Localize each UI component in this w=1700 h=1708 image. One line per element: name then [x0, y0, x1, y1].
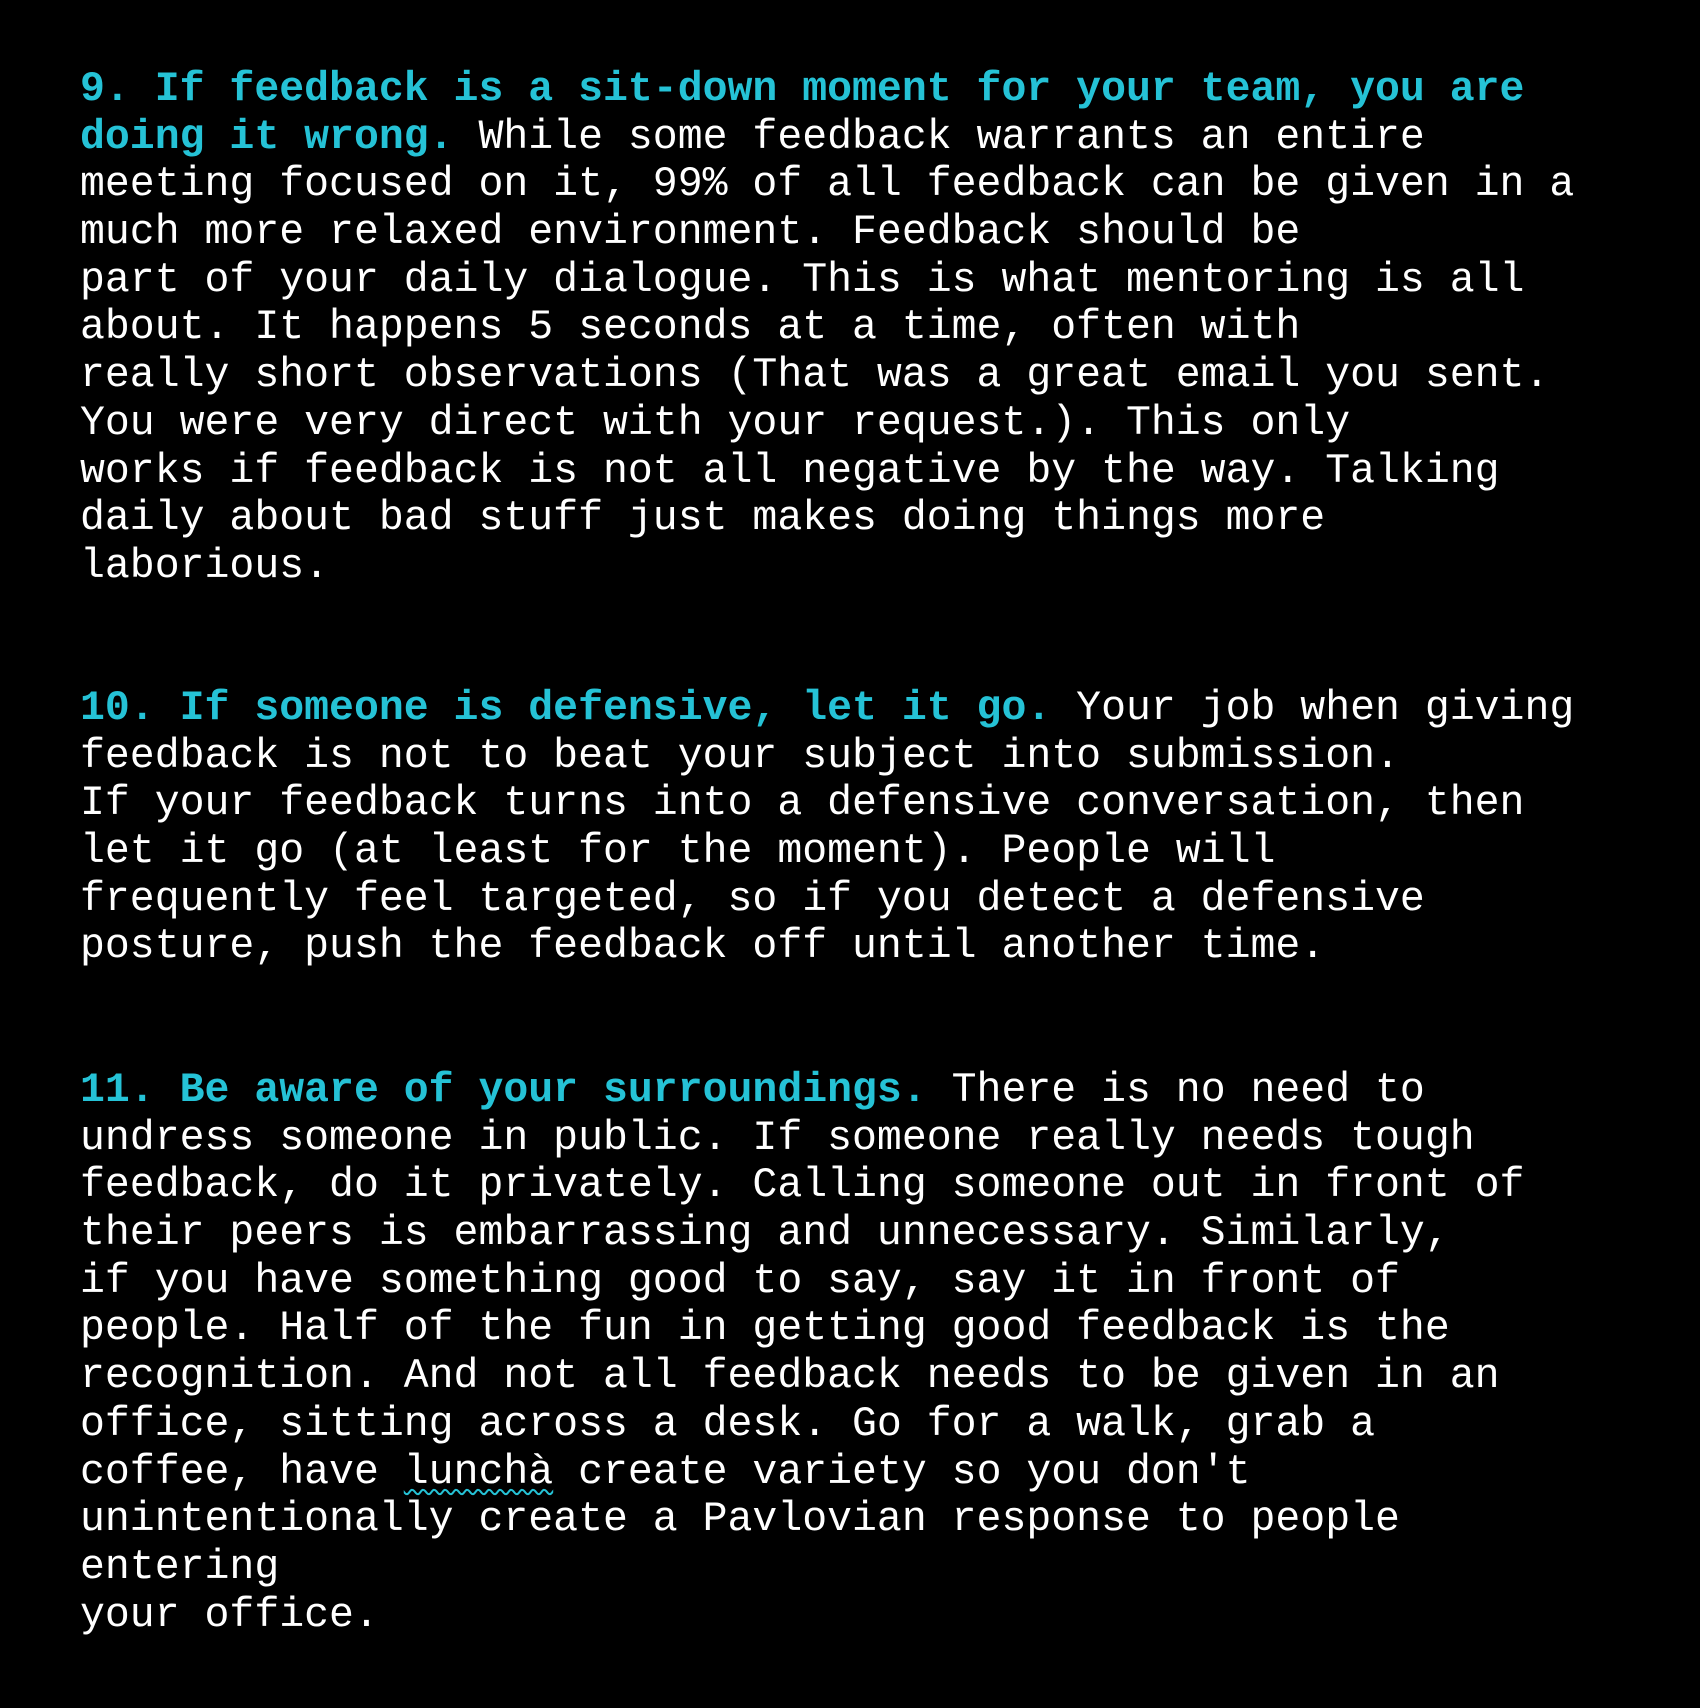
- text-line: laborious.: [80, 542, 330, 590]
- misspelled-word[interactable]: lunchà: [403, 1448, 554, 1496]
- text-line: [80, 114, 1640, 162]
- body-text: While some feedback warrants an entire: [453, 113, 1425, 161]
- section-heading: 9. If feedback is a sit-down moment for your team, you are: [80, 66, 1525, 113]
- text-line: undress someone in public. If someone really needs tough: [80, 1114, 1475, 1162]
- text-line: part of your daily dialogue. This is what mentoring is all: [80, 256, 1525, 304]
- body-text: There is no need to: [926, 1067, 1425, 1114]
- text-line: You were very direct with your request.). This only: [80, 399, 1351, 447]
- paragraph-11: [80, 1067, 1640, 1639]
- text-line: people. Half of the fun in getting good feedback is the: [80, 1305, 1450, 1353]
- text-line: really short observations (That was a great email you sent.: [80, 352, 1550, 400]
- text-line: recognition. And not all feedback needs to be given in an: [80, 1353, 1500, 1401]
- text-line: your office.: [80, 1591, 379, 1639]
- paragraph-9: [80, 66, 1640, 591]
- text-line: [80, 1067, 1640, 1115]
- text-line: much more relaxed environment. Feedback should be: [80, 209, 1301, 257]
- text-line: daily about bad stuff just makes doing things more: [80, 495, 1326, 543]
- body-text: Your job when giving: [1051, 685, 1575, 732]
- text-line: their peers is embarrassing and unnecessary. Similarly,: [80, 1210, 1450, 1258]
- text-line: [80, 1449, 1640, 1497]
- section-heading: 11. Be aware of your surroundings.: [80, 1067, 927, 1114]
- text-line: [80, 66, 1640, 114]
- text-line: works if feedback is not all negative by the way. Talking: [80, 447, 1500, 495]
- section-heading: doing it wrong.: [80, 113, 454, 161]
- text-line: let it go (at least for the moment). People will: [80, 828, 1276, 876]
- body-text: create variety so you don't: [553, 1448, 1251, 1496]
- text-line: if you have something good to say, say it in front of: [80, 1257, 1400, 1305]
- text-line: office, sitting across a desk. Go for a walk, grab a: [80, 1400, 1376, 1448]
- body-text: coffee, have: [80, 1448, 404, 1496]
- text-line: [80, 685, 1640, 733]
- text-line: feedback is not to beat your subject into submission.: [80, 732, 1400, 780]
- text-line: entering: [80, 1543, 280, 1591]
- text-line: posture, push the feedback off until another time.: [80, 923, 1326, 971]
- text-line: meeting focused on it, 99% of all feedback can be given in a: [80, 161, 1575, 209]
- section-heading: 10. If someone is defensive, let it go.: [80, 685, 1052, 732]
- text-line: If your feedback turns into a defensive conversation, then: [80, 780, 1525, 828]
- paragraph-10: [80, 685, 1640, 971]
- text-line: about. It happens 5 seconds at a time, often with: [80, 304, 1301, 352]
- text-line: unintentionally create a Pavlovian response to people: [80, 1496, 1400, 1544]
- text-line: frequently feel targeted, so if you detect a defensive: [80, 875, 1425, 923]
- text-line: feedback, do it privately. Calling someone out in front of: [80, 1162, 1525, 1210]
